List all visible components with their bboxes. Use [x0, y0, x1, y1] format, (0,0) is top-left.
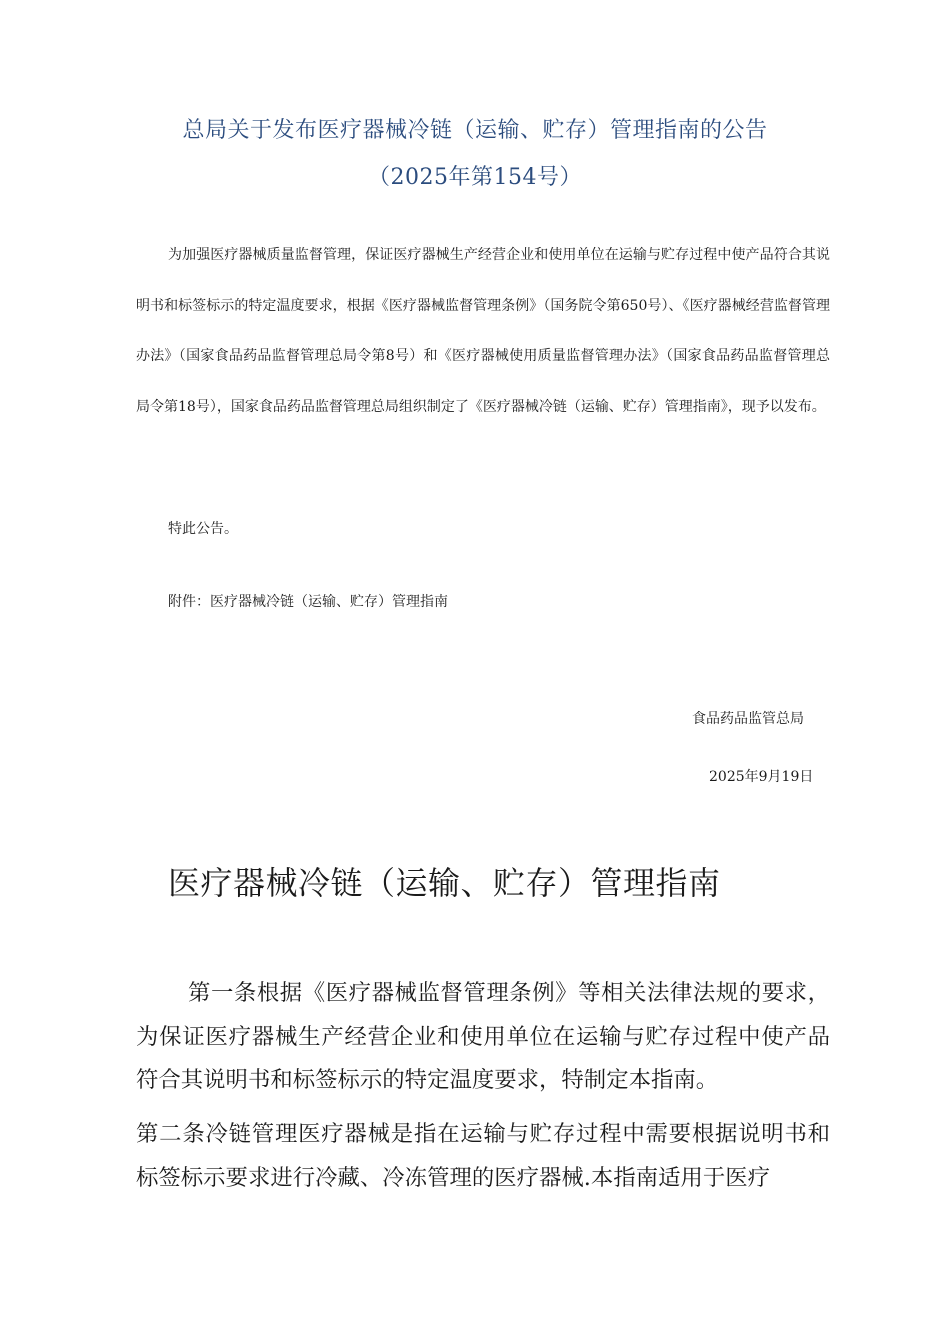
announcement-number: （2025年第154号） — [368, 165, 582, 190]
attachment-line: 附件：医疗器械冷链（运输、贮存）管理指南 — [168, 594, 448, 610]
article-1: 第一条根据《医疗器械监督管理条例》等相关法律法规的要求，为保证医疗器械生产经营企业和使用单位在运输与贮存过程中使产品符合其说明书和标签标示的特定温度要求，特制定本指南。 — [136, 980, 830, 1093]
article-2: 第二条冷链管理医疗器械是指在运输与贮存过程中需要根据说明书和标签标示要求进行冷藏、冷冻管理的医疗器械.本指南适用于医疗 — [136, 1121, 830, 1191]
announcement-body: 为加强医疗器械质量监督管理，保证医疗器械生产经营企业和使用单位在运输与贮存过程中使产品符合其说明书和标签标示的特定温度要求，根据《医疗器械监督管理条例》（国务院令第650号）、《医疗器械经营监督管理办法》（国家食品药品监督管理总局令第8号）和《医疗器械使用质量监督管理办法》（国家食品药品监督管理总局令第18号），国家食品药品监督管理总局组织制定了《医疗器械冷链（运输、贮存）管理指南》，现予以发布。 — [136, 247, 830, 415]
issue-date: 2025年9月19日 — [709, 769, 814, 785]
announcement-title: 总局关于发布医疗器械冷链（运输、贮存）管理指南的公告 — [182, 118, 768, 143]
special-notice: 特此公告。 — [168, 521, 238, 537]
guide-title: 医疗器械冷链（运输、贮存）管理指南 — [168, 864, 721, 902]
issuer-signature: 食品药品监管总局 — [692, 711, 804, 727]
